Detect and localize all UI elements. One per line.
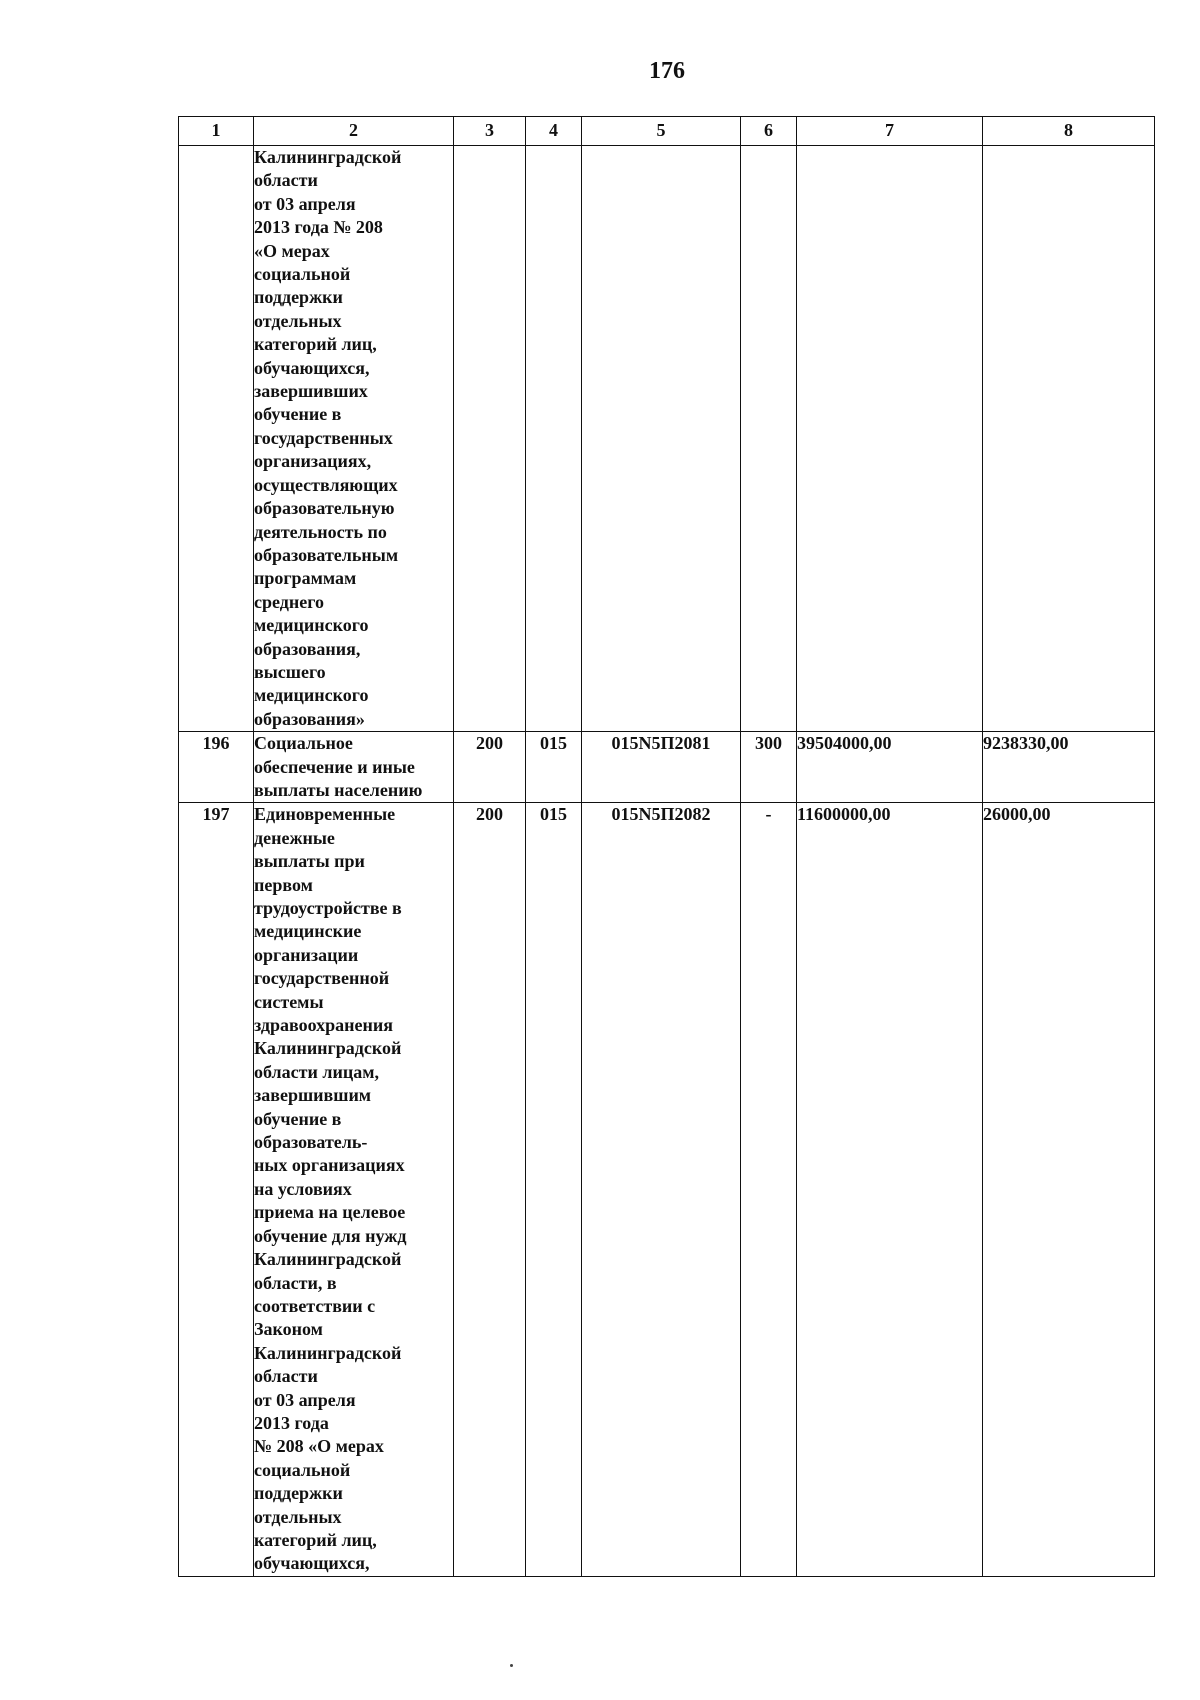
description-cell	[254, 146, 454, 732]
description-line: образовательную	[254, 498, 395, 519]
section-code-cell: 015	[526, 732, 582, 803]
description-line: от 03 апреля	[254, 1389, 356, 1410]
description-line: образовательным	[254, 544, 399, 565]
target-article-cell: 015N5П2081	[582, 732, 741, 803]
description-line: категорий лиц,	[254, 1529, 377, 1550]
description-line: первом	[254, 874, 313, 895]
amount-cell: 9238330,00	[983, 732, 1155, 803]
chapter-code-cell	[454, 146, 526, 732]
description-line: на условиях	[254, 1178, 352, 1199]
section-code-cell: 015	[526, 803, 582, 1576]
column-header: 5	[582, 117, 741, 146]
description-line: трудоустройстве в	[254, 898, 402, 918]
description-cell	[254, 732, 454, 803]
description-line: обучающихся,	[254, 357, 370, 378]
amount-cell: 39504000,00	[797, 732, 983, 803]
chapter-code-cell: 200	[454, 803, 526, 1576]
column-header: 3	[454, 117, 526, 146]
description-line: обучение в	[254, 404, 342, 425]
description-line: поддержки	[254, 1483, 343, 1504]
description-line: отдельных	[254, 1506, 342, 1527]
description-line: осуществляющих	[254, 474, 398, 495]
description-line: приема на целевое	[254, 1202, 406, 1223]
description-line: образования»	[254, 708, 365, 729]
column-header: 4	[526, 117, 582, 146]
expense-type-cell: -	[741, 803, 797, 1576]
description-line: области лицам,	[254, 1061, 379, 1082]
column-header: 2	[254, 117, 454, 146]
description-line: обеспечение и иные	[254, 756, 415, 777]
section-code-cell	[526, 146, 582, 732]
description-line: № 208 «О мерах	[254, 1436, 384, 1457]
row-number-cell: 196	[179, 732, 254, 803]
chapter-code-cell: 200	[454, 732, 526, 803]
target-article-cell	[582, 146, 741, 732]
description-line: области	[254, 170, 318, 191]
description-line: социальной	[254, 1459, 351, 1480]
description-line: Социальное	[254, 733, 353, 754]
description-line: денежные	[254, 827, 335, 848]
description-line: организациях,	[254, 451, 372, 472]
description-line: медицинского	[254, 685, 369, 706]
description-line: медицинского	[254, 615, 369, 636]
expense-type-cell: 300	[741, 732, 797, 803]
description-line: 2013 года	[254, 1412, 329, 1433]
description-line: отдельных	[254, 310, 342, 331]
description-line: государственной	[254, 968, 390, 989]
description-line: социальной	[254, 264, 351, 285]
row-number-cell: 197	[179, 803, 254, 1576]
description-line: среднего	[254, 591, 324, 612]
description-line: соответствии с	[254, 1295, 376, 1316]
description-line: области	[254, 1366, 318, 1387]
description-line: деятельность по	[254, 521, 387, 542]
header-row	[179, 117, 1155, 146]
description-line: ных организациях	[254, 1155, 405, 1176]
row-number-cell	[179, 146, 254, 732]
description-line: Калининградской	[254, 1249, 402, 1270]
description-line: категорий лиц,	[254, 334, 377, 355]
column-header: 1	[179, 117, 254, 146]
budget-table	[178, 116, 1155, 1577]
description-line: области, в	[254, 1272, 337, 1293]
description-line: здравоохранения	[254, 1015, 394, 1036]
column-header: 7	[797, 117, 983, 146]
amount-cell	[983, 146, 1155, 732]
target-article-cell: 015N5П2082	[582, 803, 741, 1576]
description-line: Законом	[254, 1319, 323, 1340]
expense-type-cell	[741, 146, 797, 732]
description-line: Калининградской	[254, 1342, 402, 1363]
column-header: 6	[741, 117, 797, 146]
page-number: 176	[649, 58, 685, 84]
table-row	[179, 803, 1155, 1576]
description-line: Калининградской	[254, 147, 402, 167]
table-row	[179, 732, 1155, 803]
amount-cell: 26000,00	[983, 803, 1155, 1576]
description-line: завершившим	[254, 1085, 372, 1106]
scan-speck	[510, 1664, 513, 1667]
description-line: «О мерах	[254, 240, 330, 261]
description-line: от 03 апреля	[254, 193, 356, 214]
description-line: обучающихся,	[254, 1553, 370, 1574]
description-line: организации	[254, 944, 359, 965]
description-line: образования,	[254, 638, 361, 659]
description-line: государственных	[254, 427, 393, 448]
description-line: обучение в	[254, 1108, 342, 1129]
description-cell	[254, 803, 454, 1576]
description-line: Единовременные	[254, 804, 396, 825]
description-line: завершивших	[254, 381, 368, 402]
description-line: обучение для нужд	[254, 1225, 407, 1246]
description-line: 2013 года № 208	[254, 217, 383, 238]
description-line: выплаты населению	[254, 779, 423, 800]
description-line: поддержки	[254, 287, 343, 308]
description-line: медицинские	[254, 921, 362, 942]
amount-cell	[797, 146, 983, 732]
table-row-continuation	[179, 146, 1155, 732]
description-line: высшего	[254, 661, 326, 682]
amount-cell: 11600000,00	[797, 803, 983, 1576]
description-line: системы	[254, 991, 324, 1012]
description-line: образователь-	[254, 1132, 368, 1153]
description-line: программам	[254, 568, 357, 589]
column-header: 8	[983, 117, 1155, 146]
description-line: выплаты при	[254, 851, 365, 872]
description-line: Калининградской	[254, 1038, 402, 1059]
